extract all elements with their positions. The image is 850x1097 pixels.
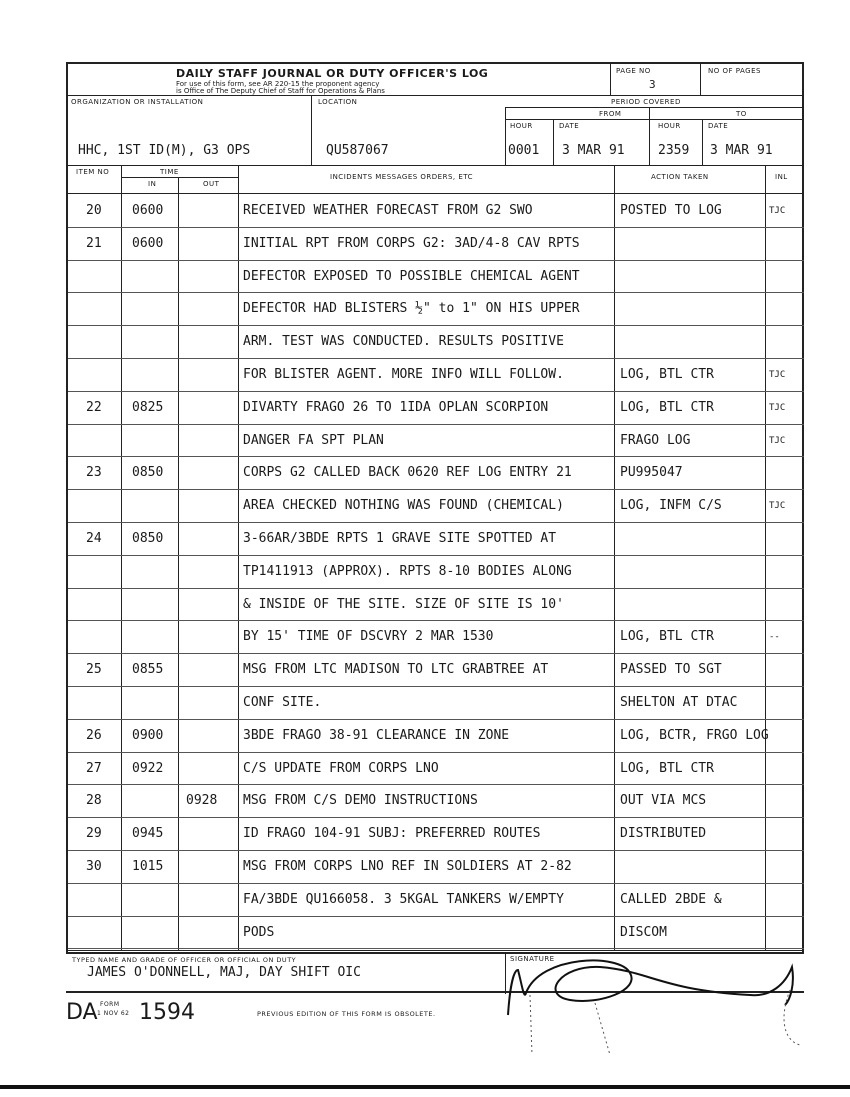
- incident-text: RECEIVED WEATHER FORECAST FROM G2 SWO: [243, 203, 533, 218]
- to-hour-value: 2359: [658, 143, 690, 158]
- incident-text: DANGER FA SPT PLAN: [243, 432, 384, 448]
- table-row: [68, 884, 806, 916]
- col-action-label: ACTION TAKEN: [651, 173, 709, 181]
- incident-text: MSG FROM C/S DEMO INSTRUCTIONS: [243, 793, 478, 809]
- incident-text: ID FRAGO 104-91 SUBJ: PREFERRED ROUTES: [243, 826, 541, 842]
- col-time-label: TIME: [160, 168, 179, 176]
- officer-value: JAMES O'DONNELL, MAJ, DAY SHIFT OIC: [87, 965, 361, 980]
- incident-text: DEFECTOR HAD BLISTERS ½" to 1" ON HIS UPPER: [243, 301, 580, 317]
- previous-edition-note: PREVIOUS EDITION OF THIS FORM IS OBSOLETE.: [257, 1010, 436, 1018]
- item-no: 25: [86, 662, 102, 678]
- time-in: 0855: [132, 662, 164, 678]
- to-date-value: 3 MAR 91: [710, 143, 773, 158]
- action-taken: POSTED TO LOG: [620, 203, 722, 218]
- time-in: 1015: [132, 859, 164, 874]
- time-in: 0945: [132, 826, 164, 842]
- item-no: 28: [86, 793, 102, 809]
- item-no: 24: [86, 531, 102, 546]
- incident-text: ARM. TEST WAS CONDUCTED. RESULTS POSITIVE: [243, 334, 564, 350]
- action-taken: LOG, BTL CTR: [620, 629, 714, 645]
- from-hour-value: 0001: [508, 143, 540, 158]
- form-date: 1 NOV 62: [97, 1010, 130, 1017]
- table-row: [68, 523, 806, 555]
- location-value: QU587067: [326, 143, 389, 158]
- table-row: [68, 261, 806, 293]
- action-taken: LOG, BTL CTR: [620, 760, 714, 776]
- table-row: [68, 785, 806, 817]
- table-row: [68, 392, 806, 424]
- action-taken: LOG, INFM C/S: [620, 498, 722, 514]
- from-date-label: DATE: [559, 122, 580, 130]
- table-row: [68, 720, 806, 752]
- col-incidents-label: INCIDENTS MESSAGES ORDERS, ETC: [330, 173, 474, 181]
- action-taken: LOG, BTL CTR: [620, 399, 714, 415]
- time-in: 0922: [132, 760, 164, 776]
- from-label: FROM: [599, 110, 622, 118]
- table-row: [68, 851, 806, 883]
- action-taken: DISCOM: [620, 924, 667, 940]
- time-in: 0850: [132, 531, 164, 546]
- incident-text: DIVARTY FRAGO 26 TO 1IDA OPLAN SCORPION: [243, 399, 549, 415]
- to-date-label: DATE: [708, 122, 729, 130]
- table-row: [68, 228, 806, 260]
- table-row: [68, 490, 806, 522]
- form-word: FORM: [100, 1001, 120, 1008]
- col-out-label: OUT: [203, 180, 220, 188]
- incident-text: MSG FROM LTC MADISON TO LTC GRABTREE AT: [243, 662, 549, 678]
- incident-text: INITIAL RPT FROM CORPS G2: 3AD/4-8 CAV RPTS: [243, 235, 580, 251]
- journal-form: [66, 62, 804, 954]
- table-row: [68, 753, 806, 785]
- incident-text: & INSIDE OF THE SITE. SIZE OF SITE IS 10': [243, 596, 564, 612]
- incident-text: DEFECTOR EXPOSED TO POSSIBLE CHEMICAL AGENT: [243, 268, 580, 284]
- table-row: [68, 457, 806, 489]
- incident-text: FA/3BDE QU166058. 3 5KGAL TANKERS W/EMPTY: [243, 891, 564, 907]
- col-in-label: IN: [148, 180, 157, 188]
- col-initials-label: INL: [775, 173, 788, 181]
- page-no-label: PAGE NO: [616, 67, 651, 75]
- form-subtitle-1: For use of this form, see AR 220-15 the proponent agency: [176, 80, 380, 88]
- incident-text: CONF SITE.: [243, 695, 322, 710]
- from-hour-label: HOUR: [510, 122, 533, 130]
- time-in: 0850: [132, 465, 164, 481]
- no-of-pages-label: NO OF PAGES: [708, 67, 761, 75]
- org-value: HHC, 1ST ID(M), G3 OPS: [78, 143, 251, 158]
- item-no: 21: [86, 235, 102, 251]
- page-no-value: 3: [649, 78, 656, 91]
- incident-text: PODS: [243, 924, 275, 940]
- action-taken: SHELTON AT DTAC: [620, 695, 738, 710]
- table-row: [68, 326, 806, 358]
- initials: TJC: [769, 435, 786, 446]
- to-hour-label: HOUR: [658, 122, 681, 130]
- table-row: [68, 425, 806, 457]
- period-covered-label: PERIOD COVERED: [611, 98, 681, 106]
- item-no: 22: [86, 399, 102, 415]
- table-row: [68, 687, 806, 719]
- item-no: 26: [86, 727, 102, 743]
- table-row: [68, 359, 806, 391]
- table-row: [68, 917, 806, 949]
- incident-text: CORPS G2 CALLED BACK 0620 REF LOG ENTRY 21: [243, 465, 572, 481]
- signature-label: SIGNATURE: [510, 955, 555, 963]
- item-no: 30: [86, 859, 102, 874]
- item-no: 29: [86, 826, 102, 842]
- officer-label: TYPED NAME AND GRADE OF OFFICER OR OFFICIAL ON DUTY: [72, 956, 297, 964]
- table-row: [68, 654, 806, 686]
- table-row: [68, 621, 806, 653]
- action-taken: PU995047: [620, 465, 683, 481]
- item-no: 23: [86, 465, 102, 481]
- item-no: 27: [86, 760, 102, 776]
- form-number: 1594: [139, 1000, 195, 1025]
- action-taken: OUT VIA MCS: [620, 793, 707, 809]
- form-subtitle-2: is Office of The Deputy Chief of Staff for Operations & Plans: [176, 87, 385, 95]
- table-row: [68, 556, 806, 588]
- org-label: ORGANIZATION OR INSTALLATION: [71, 98, 204, 106]
- initials: TJC: [769, 370, 786, 380]
- time-out: 0928: [186, 793, 218, 809]
- incident-text: 3BDE FRAGO 38-91 CLEARANCE IN ZONE: [243, 727, 510, 743]
- page-bottom-edge: [0, 1085, 850, 1089]
- action-taken: PASSED TO SGT: [620, 662, 722, 678]
- action-taken: DISTRIBUTED: [620, 826, 707, 842]
- item-no: 20: [86, 203, 102, 218]
- incident-text: 3-66AR/3BDE RPTS 1 GRAVE SITE SPOTTED AT: [243, 531, 557, 546]
- initials: --: [769, 632, 780, 643]
- incident-text: BY 15' TIME OF DSCVRY 2 MAR 1530: [243, 629, 494, 645]
- initials: TJC: [769, 501, 786, 512]
- time-in: 0600: [132, 203, 164, 218]
- time-in: 0900: [132, 727, 164, 743]
- signature-scrawl: [500, 945, 810, 1055]
- to-label: TO: [736, 110, 747, 118]
- table-row: [68, 589, 806, 621]
- col-item-label: ITEM NO: [76, 168, 110, 176]
- table-row: [68, 818, 806, 850]
- from-date-value: 3 MAR 91: [562, 143, 625, 158]
- action-taken: LOG, BTL CTR: [620, 367, 714, 382]
- table-row: [68, 293, 806, 325]
- initials: TJC: [769, 402, 786, 413]
- incident-text: TP1411913 (APPROX). RPTS 8-10 BODIES ALONG: [243, 563, 572, 579]
- initials: TJC: [769, 206, 786, 216]
- incident-text: FOR BLISTER AGENT. MORE INFO WILL FOLLOW.: [243, 367, 564, 382]
- form-prefix: DA: [66, 1000, 98, 1025]
- action-taken: CALLED 2BDE &: [620, 891, 722, 907]
- form-title: DAILY STAFF JOURNAL OR DUTY OFFICER'S LOG: [176, 67, 489, 80]
- time-in: 0600: [132, 235, 164, 251]
- table-row: [68, 195, 806, 227]
- incident-text: C/S UPDATE FROM CORPS LNO: [243, 760, 439, 776]
- incident-text: MSG FROM CORPS LNO REF IN SOLDIERS AT 2-82: [243, 859, 572, 874]
- action-taken: LOG, BCTR, FRGO LOG: [620, 727, 769, 743]
- location-label: LOCATION: [318, 98, 358, 106]
- action-taken: FRAGO LOG: [620, 432, 691, 448]
- incident-text: AREA CHECKED NOTHING WAS FOUND (CHEMICAL): [243, 498, 564, 514]
- time-in: 0825: [132, 399, 164, 415]
